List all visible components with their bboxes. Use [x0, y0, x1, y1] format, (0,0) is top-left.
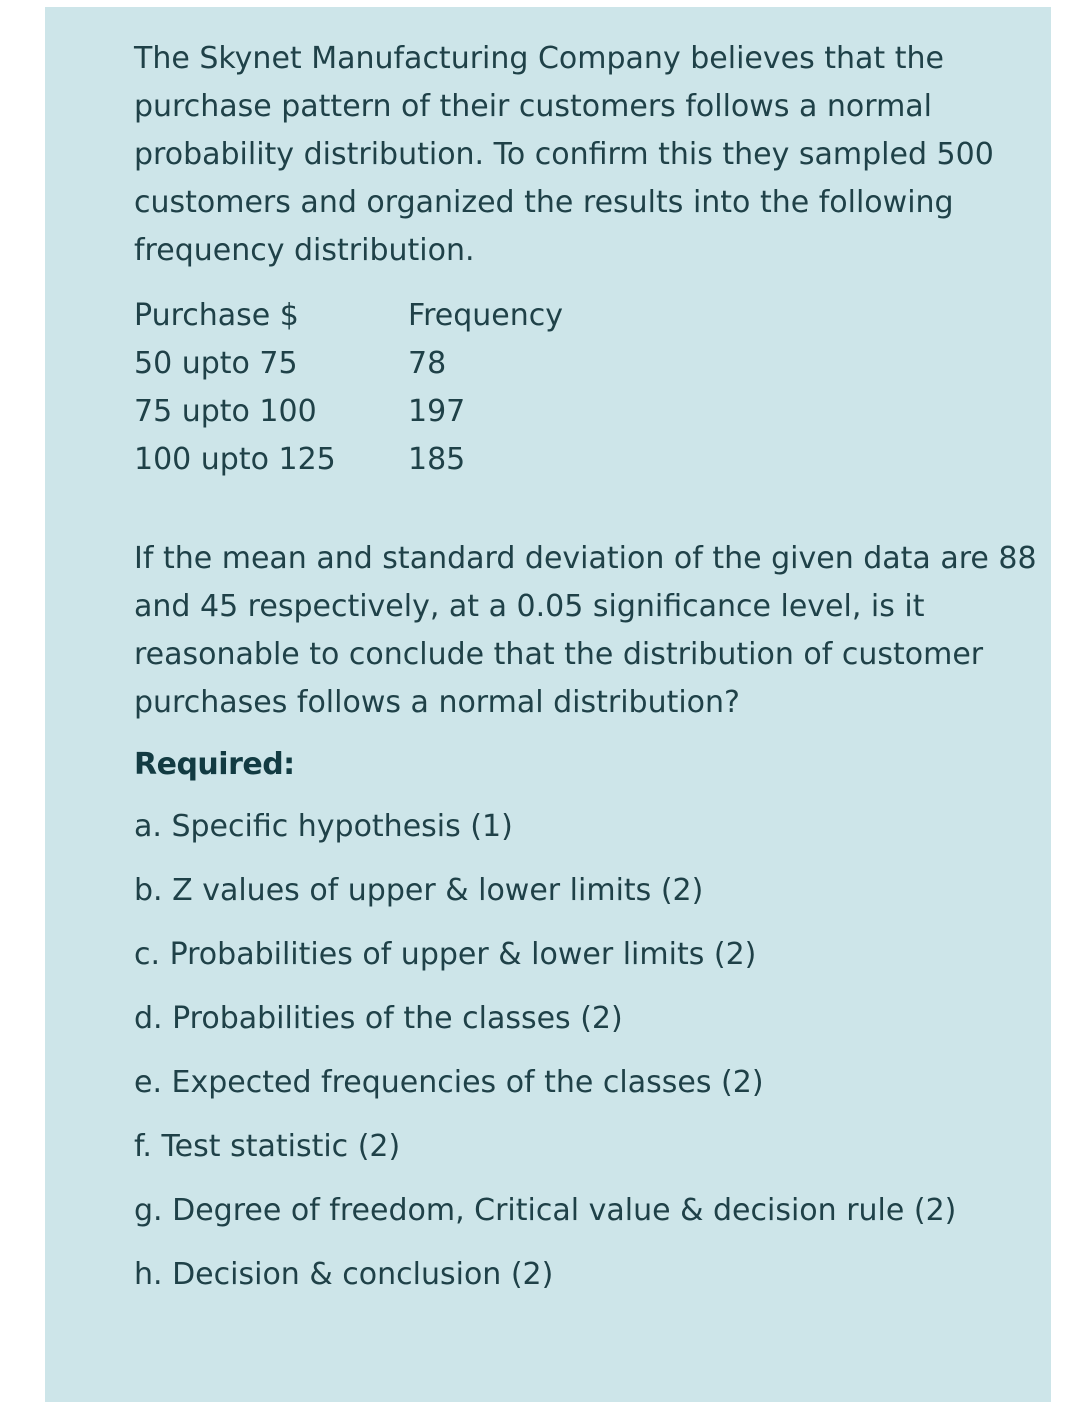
question-content [134, 35, 1064, 1307]
requirement-item: e. Expected frequencies of the classes (2) [134, 1065, 764, 1100]
table-row [134, 435, 1064, 483]
required-heading: Required: [134, 747, 295, 782]
question-card [45, 7, 1051, 1402]
table-row [134, 387, 1064, 435]
requirement-item: b. Z values of upper & lower limits (2) [134, 873, 704, 908]
problem-intro: The Skynet Manufacturing Company believes that the purchase pattern of their customers follows a normal probability distribution. To confirm this they sampled 500 customers and organized the results into the following frequency distribution. [134, 41, 994, 268]
requirement-item: d. Probabilities of the classes (2) [134, 1001, 623, 1036]
purchase-range-cell: 75 upto 100 [134, 393, 317, 429]
column-header-frequency: Frequency [408, 297, 563, 333]
frequency-cell: 185 [408, 441, 466, 477]
purchase-range-cell: 100 upto 125 [134, 441, 336, 477]
requirement-item: g. Degree of freedom, Critical value & decision rule (2) [134, 1193, 957, 1228]
purchase-range-cell: 50 upto 75 [134, 345, 298, 381]
frequency-cell: 197 [408, 393, 466, 429]
column-header-purchase: Purchase $ [134, 297, 299, 333]
table-header-row [134, 291, 1064, 339]
requirements-list [134, 795, 1064, 1307]
table-row [134, 339, 1064, 387]
requirement-item: f. Test statistic (2) [134, 1129, 401, 1164]
requirement-item: h. Decision & conclusion (2) [134, 1257, 554, 1292]
problem-question: If the mean and standard deviation of the given data are 88 and 45 respectively, at a 0.05 significance level, is it reasonable to conclude that the distribution of customer purchases follows a normal distribution? [134, 541, 1037, 720]
frequency-table [134, 291, 1064, 483]
frequency-cell: 78 [408, 345, 447, 381]
requirement-item: a. Specific hypothesis (1) [134, 809, 513, 844]
requirement-item: c. Probabilities of upper & lower limits (2) [134, 937, 757, 972]
